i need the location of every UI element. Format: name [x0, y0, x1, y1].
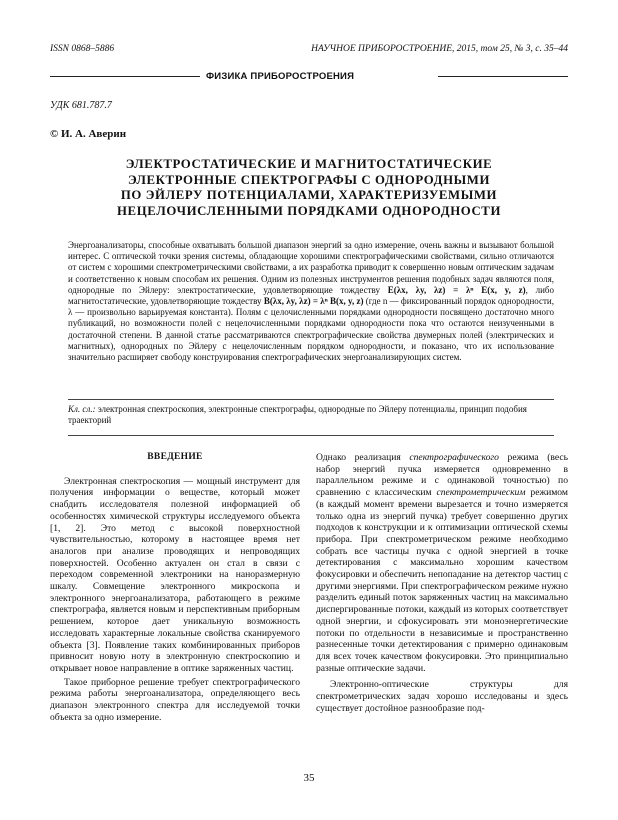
title-line: ЭЛЕКТРОСТАТИЧЕСКИЕ И МАГНИТОСТАТИЧЕСКИЕ [125, 157, 493, 171]
udk-code: УДК 681.787.7 [50, 100, 112, 111]
rule-left [50, 76, 200, 77]
paragraph-text: Однако реализация [316, 452, 410, 463]
formula-electric: E(λx, λy, λz) = λⁿ E(x, y, z) [387, 284, 526, 295]
paragraph: Электронная спектроскопия — мощный инструмент для получения информации о веществе, который может снабдить исследователя полезной информацией об особенностях химической структуры исследуемого объекта [1, 2]. Это метод с высокой поверхностной чувствительностью, которому в настоящее время нет аналогов при анализе проводящих и непроводящих поверхностей. Особенно актуален он стал в связи с переходом современной электроники на наноразмерную шкалу. Совмещение электронного микроскопа и электронного энергоанализатора, работающего в режиме спектрографа, является новым и перспективным приборным решением, которое дает уникальную возможность исследовать характерные локальные свойства сканируемого объекта [3]. Появление таких комбинированных приборов привносит новую ноту в электронную спектроскопию и открывает новое направление в оптике заряженных частиц. [50, 475, 300, 674]
paragraph-text: режимом (в каждый момент времени вырезается и точно измеряется только одна из энергий пучка) требует совершенно других подходов к конструкции и к оптимизации оптической схемы прибора. При спектрометрическом режиме необходимо собрать все частицы пучка с одной энергией в точке детектирования с максимально хорошим качеством фокусировки и обеспечить непопадание на детектор частиц с другими энергиями. При спектрографическом режиме нужно разделить единый поток заряженных частиц на максимально диспергированные потоки, каждый из которых соответствует одной энергии, и сфокусировать эти моноэнергетические потоки по отдельности в независимые и пространственно разнесенные точки детектирования с примерно одинаковым для всех точек качеством фокусировки. Это принципиально разные оптические задачи. [316, 487, 568, 674]
abstract-text: (где n — фиксированный порядок однородности, λ — произвольно варьируемая константа). Полям с целочисленными порядками однородности посвящено достаточно много публикаций, но возможности полей с нецелочисленными порядками однородности пока что остаются неизученными в достаточной степени. В данной статье рассматриваются спектрографические свойства двумерных полей (электрических и магнитных), однородных по Эйлеру с нецелочисленным порядком однородности, и показано, что их использование значительно расширяет свободу конструирования спектрографических энергоанализирующих систем. [68, 296, 554, 363]
right-column [316, 452, 568, 716]
intro-heading: ВВЕДЕНИЕ [147, 452, 203, 462]
keywords-box [68, 399, 554, 436]
page-number: 35 [303, 772, 315, 784]
journal-citation: НАУЧНОЕ ПРИБОРОСТРОЕНИЕ, 2015, том 25, № 3, с. 35–44 [311, 44, 568, 54]
abstract [68, 240, 554, 363]
article-title [60, 157, 558, 219]
paragraph [316, 452, 568, 674]
title-line: НЕЦЕЛОЧИСЛЕННЫМИ ПОРЯДКАМИ ОДНОРОДНОСТИ [117, 203, 501, 218]
left-column [50, 452, 300, 725]
title-line: ЭЛЕКТРОННЫЕ СПЕКТРОГРАФЫ С ОДНОРОДНЫМИ [127, 172, 491, 187]
keywords-label: Кл. сл.: [68, 404, 96, 414]
formula-magnetic: B(λx, λy, λz) = λⁿ B(x, y, z) [263, 296, 364, 307]
issn: ISSN 0868–5886 [50, 44, 115, 54]
running-header [50, 44, 568, 58]
abstract-text: Энергоанализаторы, способные охватывать большой диапазон энергий за одно измерение, очень важны и вызывают большой интерес. С оптической точки зрения системы, обладающие хорошими спектрографическими свойствами, сильно отличаются от систем с хорошими спектрометрическими свойствами, а их разработка приводит к совершенно новым оптическим задачам и соответственно к новым способам их решения. Одним из полезных инструментов решения подобных задач являются поля, однородные по Эйлеру: электростатические, удовлетворяющие тождеству [68, 240, 554, 295]
keywords-text: электронная спектроскопия, электронные спектрографы, однородные по Эйлеру потенциалы, принцип подобия траекторий [68, 404, 527, 425]
emphasis: спектрометрическим [436, 487, 526, 499]
section-rule [50, 71, 568, 83]
emphasis: спектрографического [409, 452, 499, 463]
paragraph: Электронно-оптические структуры для спектрометрических задач хорошо исследованы и здесь существует достойное разнообразие под- [316, 679, 568, 714]
rule-right [438, 76, 568, 77]
paragraph: Такое приборное решение требует спектрографического режима работы энергоанализатора, определяющего весь диапазон электронного спектра для исследуемой точки объекта за одно измерение. [50, 676, 300, 723]
author: © И. А. Аверин [50, 128, 127, 140]
title-line: ПО ЭЙЛЕРУ ПОТЕНЦИАЛАМИ, ХАРАКТЕРИЗУЕМЫМИ [120, 188, 498, 202]
abstract-text: , либо магнитостатические, удовлетворяющие тождеству [68, 284, 555, 307]
section-label: ФИЗИКА ПРИБОРОСТРОЕНИЯ [206, 71, 355, 82]
paragraph-text: режима (весь набор энергий пучка измеряется одновременно в параллельном режиме и с одинаковой точностью) по сравнению с классическим [316, 452, 568, 499]
